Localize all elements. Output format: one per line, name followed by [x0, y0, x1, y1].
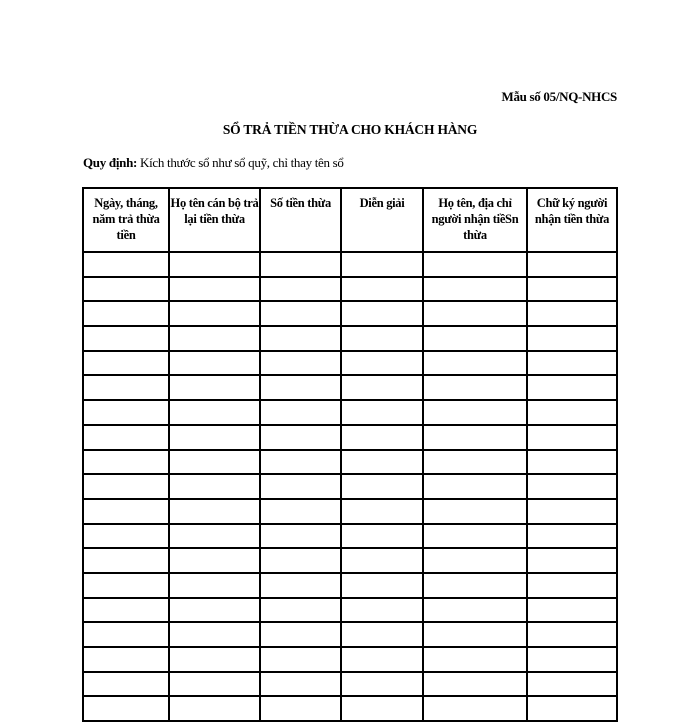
rule-text: Kích thước sổ như sổ quỹ, chỉ thay tên sổ [137, 155, 344, 170]
table-row [83, 252, 617, 277]
table-cell [423, 450, 527, 475]
table-cell [423, 622, 527, 647]
table-cell [169, 351, 260, 376]
table-row [83, 696, 617, 721]
table-cell [83, 647, 169, 672]
table-cell [169, 301, 260, 326]
table-cell [83, 351, 169, 376]
table-row [83, 400, 617, 425]
table-row [83, 450, 617, 475]
rule-note [83, 155, 344, 171]
table-cell [527, 351, 617, 376]
table-cell [423, 672, 527, 697]
table-cell [260, 696, 341, 721]
table-cell [341, 425, 423, 450]
table-cell [423, 474, 527, 499]
column-header-signature: Chữ ký người nhận tiền thừa [527, 188, 617, 252]
table-cell [423, 252, 527, 277]
table-cell [169, 573, 260, 598]
table-cell [341, 351, 423, 376]
table-cell [260, 598, 341, 623]
table-row [83, 499, 617, 524]
table-cell [527, 598, 617, 623]
table-cell [169, 474, 260, 499]
table-cell [527, 573, 617, 598]
table-cell [527, 277, 617, 302]
table-cell [260, 326, 341, 351]
table-cell [527, 326, 617, 351]
column-header-amount: Số tiền thừa [260, 188, 341, 252]
table-cell [527, 548, 617, 573]
table-cell [423, 277, 527, 302]
table-cell [260, 524, 341, 549]
table-cell [341, 524, 423, 549]
table-cell [260, 252, 341, 277]
table-row [83, 301, 617, 326]
table-row [83, 524, 617, 549]
column-header-date: Ngày, tháng, năm trả thừa tiền [83, 188, 169, 252]
table-cell [423, 400, 527, 425]
table-cell [260, 301, 341, 326]
table-cell [341, 474, 423, 499]
table-cell [423, 425, 527, 450]
table-row [83, 474, 617, 499]
table-cell [341, 277, 423, 302]
table-cell [423, 375, 527, 400]
table-row [83, 647, 617, 672]
table-cell [169, 548, 260, 573]
table-cell [169, 499, 260, 524]
table-cell [169, 598, 260, 623]
table-row [83, 622, 617, 647]
table-cell [169, 524, 260, 549]
table-cell [260, 375, 341, 400]
table-cell [83, 425, 169, 450]
table-cell [169, 326, 260, 351]
table-cell [341, 375, 423, 400]
table-cell [341, 696, 423, 721]
table-cell [527, 375, 617, 400]
table-cell [260, 474, 341, 499]
table-cell [527, 252, 617, 277]
table-cell [169, 672, 260, 697]
table-cell [260, 425, 341, 450]
table-cell [527, 425, 617, 450]
table-cell [260, 548, 341, 573]
table-cell [341, 252, 423, 277]
table-cell [341, 499, 423, 524]
table-cell [260, 351, 341, 376]
table-cell [83, 622, 169, 647]
table-cell [423, 326, 527, 351]
table-cell [341, 647, 423, 672]
table-cell [341, 672, 423, 697]
table-cell [83, 450, 169, 475]
table-cell [83, 277, 169, 302]
table-cell [527, 672, 617, 697]
table-cell [169, 450, 260, 475]
table-cell [341, 450, 423, 475]
table-cell [260, 672, 341, 697]
table-cell [169, 400, 260, 425]
table-cell [169, 375, 260, 400]
table-cell [260, 450, 341, 475]
table-cell [169, 252, 260, 277]
table-cell [83, 672, 169, 697]
column-header-recipient: Họ tên, địa chỉ người nhận tiềSn thừa [423, 188, 527, 252]
table-cell [83, 696, 169, 721]
table-cell [341, 400, 423, 425]
form-code: Mẫu số 05/NQ-NHCS [501, 89, 617, 104]
table-cell [423, 351, 527, 376]
column-header-staff-name: Họ tên cán bộ trả lại tiền thừa [169, 188, 260, 252]
table-cell [527, 499, 617, 524]
table-cell [341, 301, 423, 326]
table-row [83, 548, 617, 573]
table-row [83, 598, 617, 623]
table-cell [527, 647, 617, 672]
table-cell [341, 548, 423, 573]
page-title: SỔ TRẢ TIỀN THỪA CHO KHÁCH HÀNG [222, 122, 478, 137]
table-cell [527, 400, 617, 425]
table-cell [169, 647, 260, 672]
table-cell [527, 474, 617, 499]
table-cell [83, 573, 169, 598]
table-cell [423, 573, 527, 598]
table-cell [83, 252, 169, 277]
table-cell [83, 499, 169, 524]
table-cell [423, 647, 527, 672]
table-cell [527, 450, 617, 475]
table-cell [83, 375, 169, 400]
table-row [83, 326, 617, 351]
table-cell [260, 277, 341, 302]
table-cell [83, 524, 169, 549]
table-cell [83, 326, 169, 351]
table-cell [260, 622, 341, 647]
table-cell [83, 400, 169, 425]
table-cell [423, 696, 527, 721]
table-cell [423, 524, 527, 549]
table-cell [169, 622, 260, 647]
table-cell [83, 474, 169, 499]
table-cell [169, 277, 260, 302]
table-cell [83, 598, 169, 623]
table-cell [423, 301, 527, 326]
table-cell [341, 573, 423, 598]
column-header-description: Diễn giải [341, 188, 423, 252]
table-cell [527, 622, 617, 647]
table-row [83, 672, 617, 697]
table-row [83, 375, 617, 400]
table-cell [423, 598, 527, 623]
table-cell [527, 524, 617, 549]
table-cell [527, 301, 617, 326]
table-cell [83, 548, 169, 573]
table-row [83, 573, 617, 598]
table-cell [423, 499, 527, 524]
table-cell [260, 499, 341, 524]
table-row [83, 351, 617, 376]
table-cell [423, 548, 527, 573]
table-cell [341, 326, 423, 351]
ledger-table [82, 187, 618, 722]
table-cell [341, 598, 423, 623]
table-cell [527, 696, 617, 721]
table-cell [169, 425, 260, 450]
table-cell [260, 647, 341, 672]
table-cell [169, 696, 260, 721]
rule-label: Quy định: [83, 155, 138, 170]
table-cell [341, 622, 423, 647]
table-cell [260, 400, 341, 425]
table-row [83, 277, 617, 302]
table-row [83, 425, 617, 450]
table-cell [260, 573, 341, 598]
ledger-body [83, 252, 617, 721]
table-header-row [83, 188, 617, 252]
table-cell [83, 301, 169, 326]
